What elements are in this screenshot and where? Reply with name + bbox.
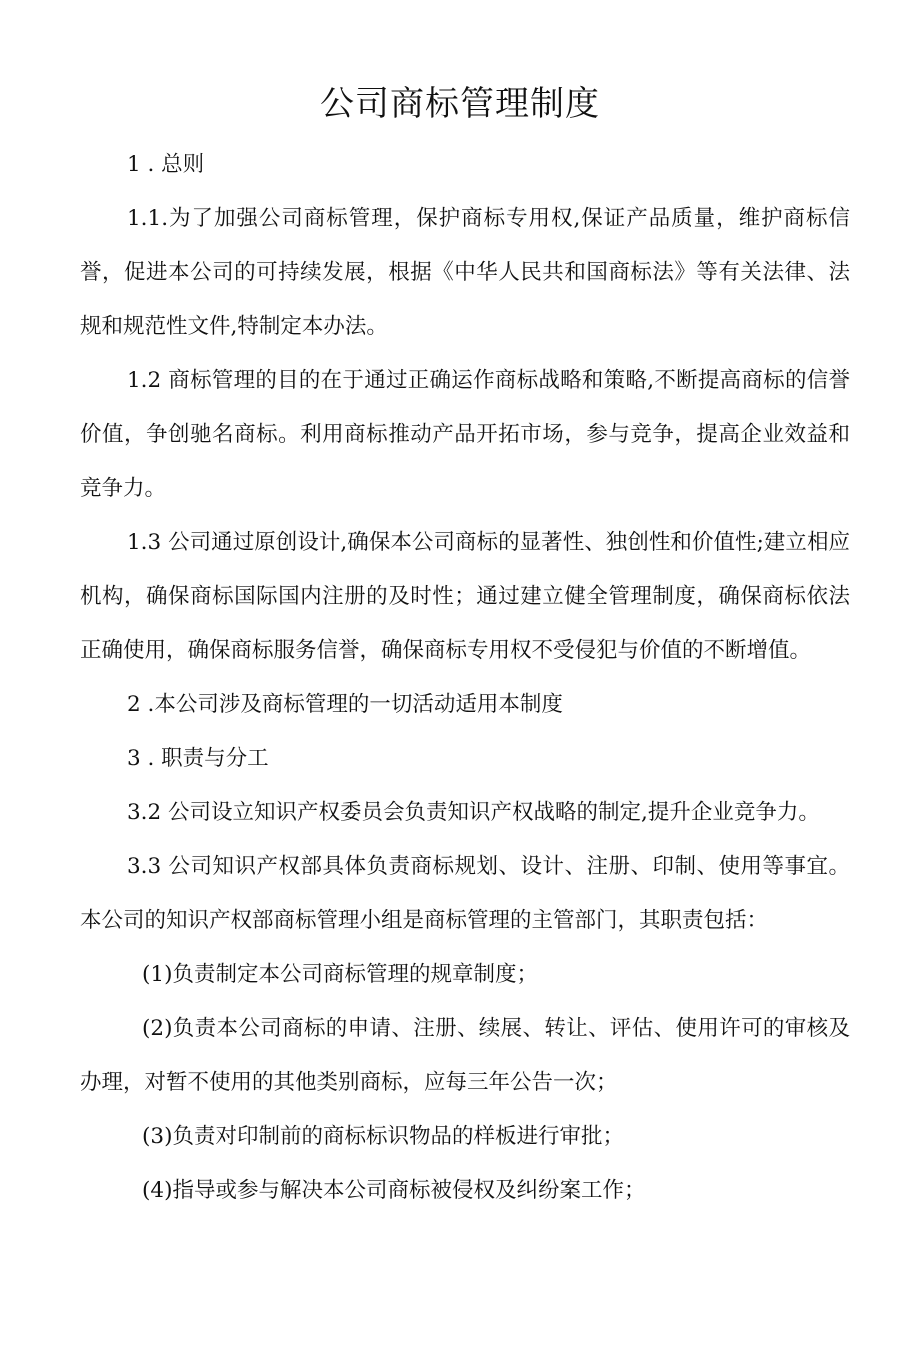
section-heading-scope: 2 .本公司涉及商标管理的一切活动适用本制度 [127, 692, 563, 717]
paragraph-1-1: 1.1.为了加强公司商标管理，保护商标专用权,保证产品质量，维护商标信誉，促进本公司的可持续发展，根据《中华人民共和国商标法》等有关法律、法规和规范性文件,特制定本办法。 [80, 206, 850, 339]
section-heading-duties: 3 . 职责与分工 [127, 746, 269, 771]
section-heading-general: 1 . 总则 [127, 152, 205, 177]
list-item-3: (3)负责对印制前的商标标识物品的样板进行审批； [142, 1124, 624, 1149]
document-body [80, 138, 850, 1218]
paragraph-1-2: 1.2 商标管理的目的在于通过正确运作商标战略和策略,不断提高商标的信誉价值，争创驰名商标。利用商标推动产品开拓市场，参与竞争，提高企业效益和竞争力。 [80, 368, 850, 501]
list-item-1: (1)负责制定本公司商标管理的规章制度； [142, 962, 538, 987]
paragraph-1-3: 1.3 公司通过原创设计,确保本公司商标的显著性、独创性和价值性;建立相应机构，确保商标国际国内注册的及时性；通过建立健全管理制度，确保商标依法正确使用，确保商标服务信誉，确保商标专用权不受侵犯与价值的不断增值。 [80, 530, 850, 663]
document-title: 公司商标管理制度 [320, 84, 600, 124]
list-item-2: (2)负责本公司商标的申请、注册、续展、转让、评估、使用许可的审核及办理，对暂不使用的其他类别商标，应每三年公告一次； [80, 1016, 850, 1095]
list-item-4: (4)指导或参与解决本公司商标被侵权及纠纷案工作； [142, 1178, 646, 1203]
paragraph-3-3: 3.3 公司知识产权部具体负责商标规划、设计、注册、印制、使用等事宜。本公司的知识产权部商标管理小组是商标管理的主管部门，其职责包括： [80, 854, 850, 933]
paragraph-3-2: 3.2 公司设立知识产权委员会负责知识产权战略的制定,提升企业竞争力。 [127, 800, 820, 825]
